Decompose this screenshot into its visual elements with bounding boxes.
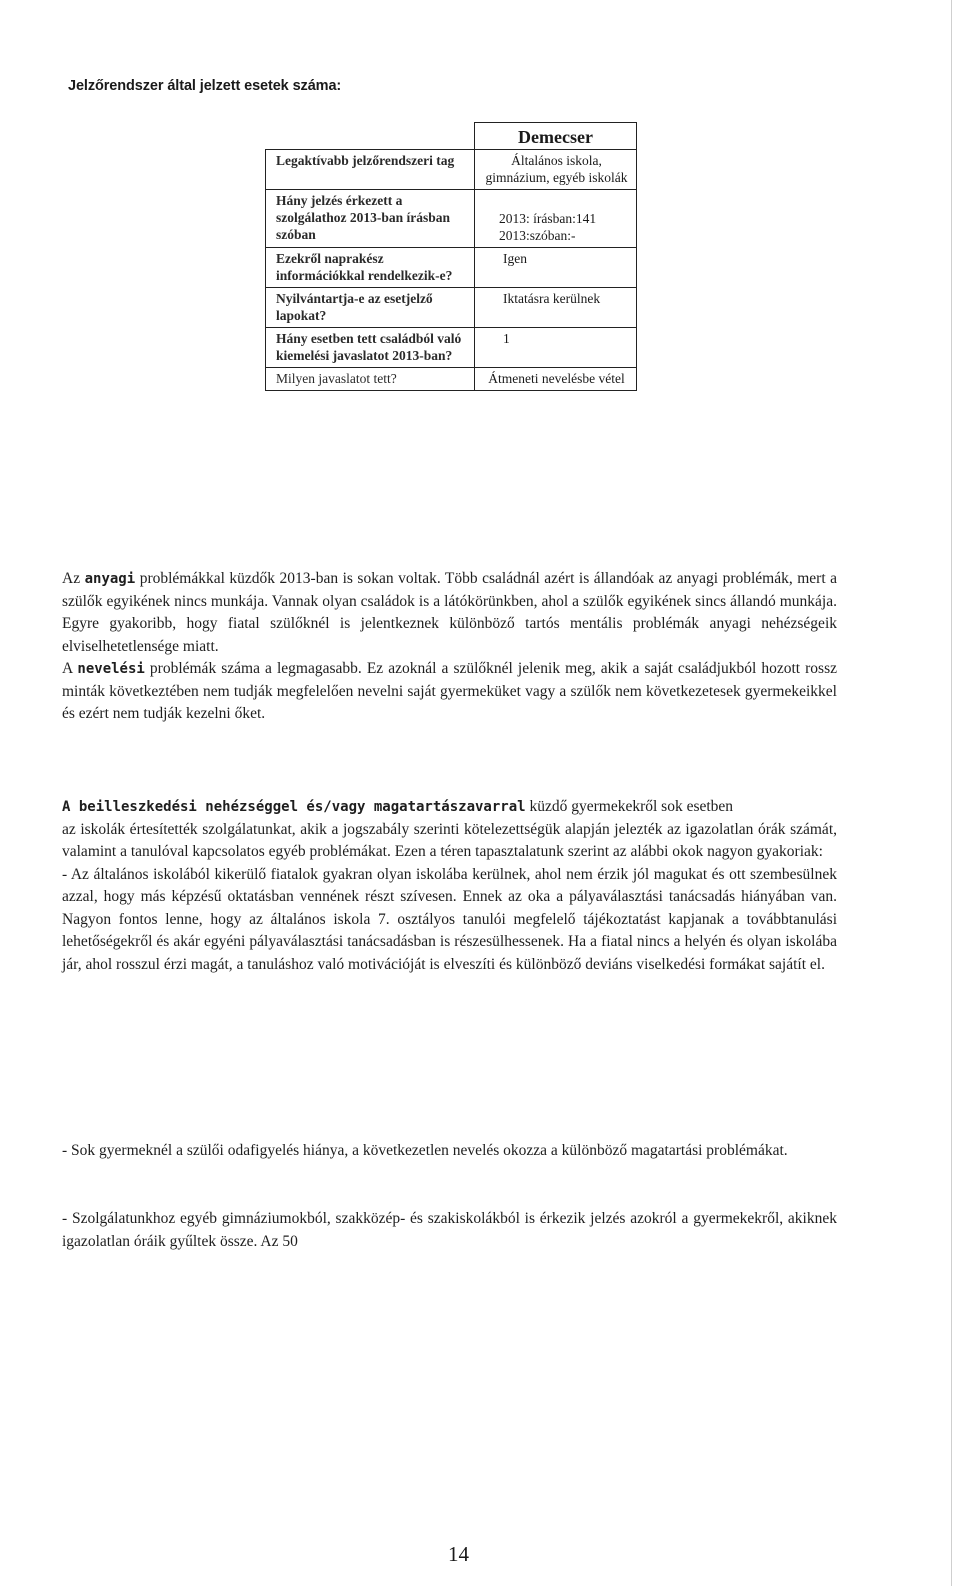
row-value: Igen <box>475 248 637 288</box>
row-value: Átmeneti nevelésbe vétel <box>475 368 637 391</box>
table-row <box>266 368 637 391</box>
row-label: Nyilvántartja-e az esetjelző lapokat? <box>266 288 475 328</box>
row-label: Legaktívabb jelzőrendszeri tag <box>266 150 475 190</box>
column-header: Demecser <box>475 123 637 150</box>
row-label: Hány esetben tett családból való kiemelési javaslatot 2013-ban? <box>266 328 475 368</box>
row-value: Iktatásra kerülnek <box>475 288 637 328</box>
keyword-nevelesi: nevelési <box>77 661 145 677</box>
table-row <box>266 150 637 190</box>
row-label: Ezekről naprakész információkkal rendelkezik-e? <box>266 248 475 288</box>
section-heading: Jelzőrendszer által jelzett esetek száma: <box>68 78 342 94</box>
table-row <box>266 190 637 248</box>
row-value: 2013: írásban:141 2013:szóban:- <box>475 190 637 248</box>
table-header-row <box>266 123 637 150</box>
keyword-anyagi: anyagi <box>84 571 136 587</box>
paragraph-career-guidance: - Az általános iskolából kikerülő fiatalok gyakran olyan iskolába kerülnek, ahol nem érzik jól magukat és ott szembesülnek azzal, hogy más képzésű oktatásban vennének részt szívesen. Ennek az oka a pályaválasztási tanácsadás hiányában van. Nagyon fontos lenne, hogy az általános iskola 7. osztályos tanulói megfelelő tájékoztatást kapjanak a továbbtanulási lehetőségekről és akár egyéni pályaválasztási tanácsadásban is részesülhessenek. Ha a fiatal nincs a helyén és olyan iskolába jár, ahol rosszul érzi magát, a tanuláshoz való motivációját is elveszíti és különböző deviáns viselkedési formákat sajátít el. <box>62 865 837 973</box>
row-label: Milyen javaslatot tett? <box>266 368 475 391</box>
info-table <box>265 122 637 391</box>
table-corner-cell <box>266 123 475 150</box>
paragraph-intro: Az <box>62 570 81 587</box>
page-number: 14 <box>448 1542 469 1566</box>
paragraph-intro: A <box>62 660 73 677</box>
paragraph-body: küzdő gyermekekről sok esetben <box>529 798 734 815</box>
table-row <box>266 248 637 288</box>
paragraph-body: problémák száma a legmagasabb. Ez azoknál a szülőknél jelenik meg, akik a saját családjukból hozott rossz minták következtében nem tudják megfelelően nevelni saját gyermeküket vagy a szülők nem következetesek gyermekeikkel és ezért nem tudják kezelni őket. <box>62 660 837 722</box>
paragraph-other-schools: - Szolgálatunkhoz egyéb gimnáziumokból, szakközép- és szakiskolákból is érkezik jelzés azokról a gyermekekről, akiknek igazolatlan óráik gyűltek össze. Az 50 <box>62 1210 837 1250</box>
table-row <box>266 288 637 328</box>
row-label: Hány jelzés érkezett a szolgálathoz 2013-ban írásban szóban <box>266 190 475 248</box>
page-edge <box>951 0 952 1586</box>
paragraph-integration-problems <box>62 796 837 976</box>
paragraph-body: problémákkal küzdők 2013-ban is sokan voltak. Több családnál azért is állandóak az anyagi problémák, mert a szülők egyikének nincs munkája. Vannak olyan családok is a látókörünkben, ahol a szülők egyikének sincs állandó munkája. Egyre gyakoribb, hogy fiatal szülőknél is jelentkeznek különböző tartós mentális problémák anyagi nehézségeik elviselhetetlensége miatt. <box>62 570 838 655</box>
keyword-beilleszkedesi: A beilleszkedési nehézséggel és/vagy magatartászavarral <box>62 799 526 815</box>
table-row <box>266 328 637 368</box>
row-value: Általános iskola, gimnázium, egyéb iskolák <box>475 150 637 190</box>
paragraph-schools: az iskolák értesítették szolgálatunkat, akik a jogszabály szerinti kötelezettségük alapján jelezték az igazolatlan órák számát, valamint a tanulóval kapcsolatos egyéb problémákat. Ezen a téren tapasztalatunk szerint az alábbi okok nagyon gyakoriak: <box>62 820 837 860</box>
paragraph-parental-attention: - Sok gyermeknél a szülői odafigyelés hiánya, a következetlen nevelés okozza a különböző magatartási problémákat. <box>62 1142 788 1159</box>
paragraph-material-problems <box>62 568 837 726</box>
row-value: 1 <box>475 328 637 368</box>
